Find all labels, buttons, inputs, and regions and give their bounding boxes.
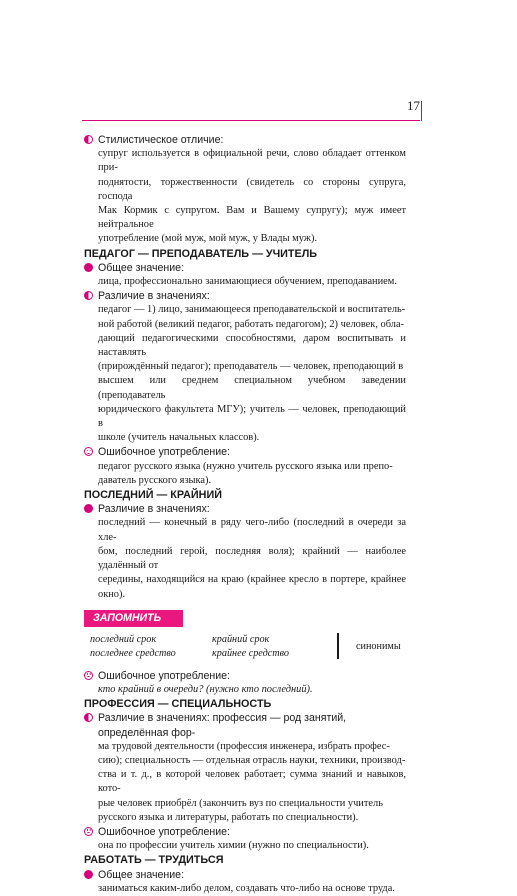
text-line: заниматься каким-либо делом, создавать что-либо на основе труда. — [98, 882, 395, 894]
text-line: (прирождённый педагог); преподаватель — человек, преподающий в — [98, 361, 404, 373]
synonyms-note: синонимы — [356, 640, 401, 652]
label-text: Общее значение: — [98, 868, 185, 881]
label-text: Ошибочное употребление: — [98, 825, 230, 838]
stylistic-diff-label — [84, 133, 406, 147]
text-line: педагог — 1) лицо, занимающееся преподавательской и воспитатель- — [98, 304, 406, 316]
page-number: 17 — [407, 98, 420, 113]
text-line: поднятости, торжественности (свидетель со стороны супруга, господа — [98, 176, 406, 202]
label-text: Ошибочное употребление: — [98, 446, 230, 459]
text-line: сию); специальность — отдельная отрасль науки, техники, производ- — [98, 754, 406, 766]
bullet-dot-icon — [84, 504, 93, 513]
table-cell: крайнее средство — [212, 647, 289, 659]
text-line: лица, профессионально занимающиеся обучением, преподаванием. — [98, 276, 397, 288]
bullet-dot-icon — [84, 870, 93, 879]
sad-face-icon — [84, 827, 93, 836]
diff-meaning-label — [84, 289, 406, 303]
text-line: супруг используется в официальной речи, слово обладает оттенком при- — [98, 148, 406, 174]
text-line: высшем или среднем специальном учебном заведении (преподаватель — [98, 375, 406, 401]
table-cell: последнее средство — [90, 647, 176, 659]
general-meaning-label — [84, 868, 406, 882]
bullet-dot-icon — [84, 263, 93, 272]
text-line: ной работой (великий педагог, работать педагогом); 2) человек, обла- — [98, 318, 405, 330]
error-usage-label — [84, 825, 406, 839]
header-vertical-rule — [421, 101, 422, 121]
text-line: дающий педагогическими способностями, даром воспитывать и наставлять — [98, 332, 406, 359]
general-meaning-label — [84, 261, 406, 275]
diff-meaning-line — [84, 711, 406, 739]
half-circle-icon — [84, 713, 93, 722]
header-rule — [82, 120, 420, 121]
label-text: Ошибочное употребление: — [98, 669, 230, 682]
table-cell: последний срок — [90, 633, 157, 645]
entry-heading: ПЕДАГОГ — ПРЕПОДАВАТЕЛЬ — УЧИТЕЛЬ — [84, 247, 318, 260]
text-line: ства и т. д., в которой человек работает; сумма знаний и навыков, кото- — [98, 769, 406, 795]
text-line: она по профессии учитель химии (нужно по специальности). — [98, 840, 369, 852]
table-divider — [337, 633, 339, 659]
text-line: ма трудовой деятельности (профессия инженера, избрать профес- — [98, 740, 390, 752]
text-line: последний — конечный в ряду чего-либо (последний в очереди за хле- — [98, 517, 406, 543]
text-line: рые человек приобрёл (закончить вуз по специальности учитель — [98, 797, 383, 809]
label-text: Общее значение: — [98, 261, 185, 274]
page-content — [84, 133, 406, 896]
label-text: Стилистическое отличие: — [98, 134, 224, 146]
text-line: середины, находящийся на краю (крайнее кресло в портере, крайнее окно). — [98, 574, 406, 600]
sad-face-icon — [84, 671, 93, 680]
table-cell: крайний срок — [212, 633, 270, 645]
error-usage-label — [84, 669, 406, 683]
label-text: Различие в значениях: — [98, 290, 210, 303]
entry-heading: РАБОТАТЬ — ТРУДИТЬСЯ — [84, 854, 224, 867]
text-line: даватель русского языка). — [98, 474, 212, 486]
half-circle-icon — [84, 291, 93, 300]
text-line: школе (учитель начальных классов). — [98, 432, 260, 444]
text-line: употребление (мой муж, мой муж, у Влады муж). — [98, 233, 318, 245]
label-text: Различие в значениях: профессия — род занятий, определённая фор- — [98, 712, 347, 739]
entry-heading: ПРОФЕССИЯ — СПЕЦИАЛЬНОСТЬ — [84, 698, 272, 711]
text-line: русского языка и литературы, работать по специальности). — [98, 811, 359, 823]
label-text: Различие в значениях: — [98, 503, 210, 516]
text-line: бом, последний герой, последняя воля); крайний — наиболее удалённый от — [98, 545, 406, 572]
entry-heading: ПОСЛЕДНИЙ — КРАЙНИЙ — [84, 489, 222, 502]
diff-meaning-label — [84, 502, 406, 516]
half-circle-icon — [84, 135, 93, 144]
remember-table — [84, 631, 406, 667]
remember-banner: ЗАПОМНИТЬ — [84, 610, 183, 627]
error-usage-label — [84, 445, 406, 459]
sad-face-icon — [84, 447, 93, 456]
text-line: педагог русского языка (нужно учитель русского языка или препо- — [98, 460, 393, 472]
text-line: юридического факультета МГУ); учитель — человек, преподающий в — [98, 403, 406, 430]
text-line: кто крайний в очереди? (нужно кто последний). — [98, 683, 313, 695]
text-line: Мак Кормик с супругом. Вам и Вашему супругу); муж имеет нейтральное — [98, 205, 406, 231]
